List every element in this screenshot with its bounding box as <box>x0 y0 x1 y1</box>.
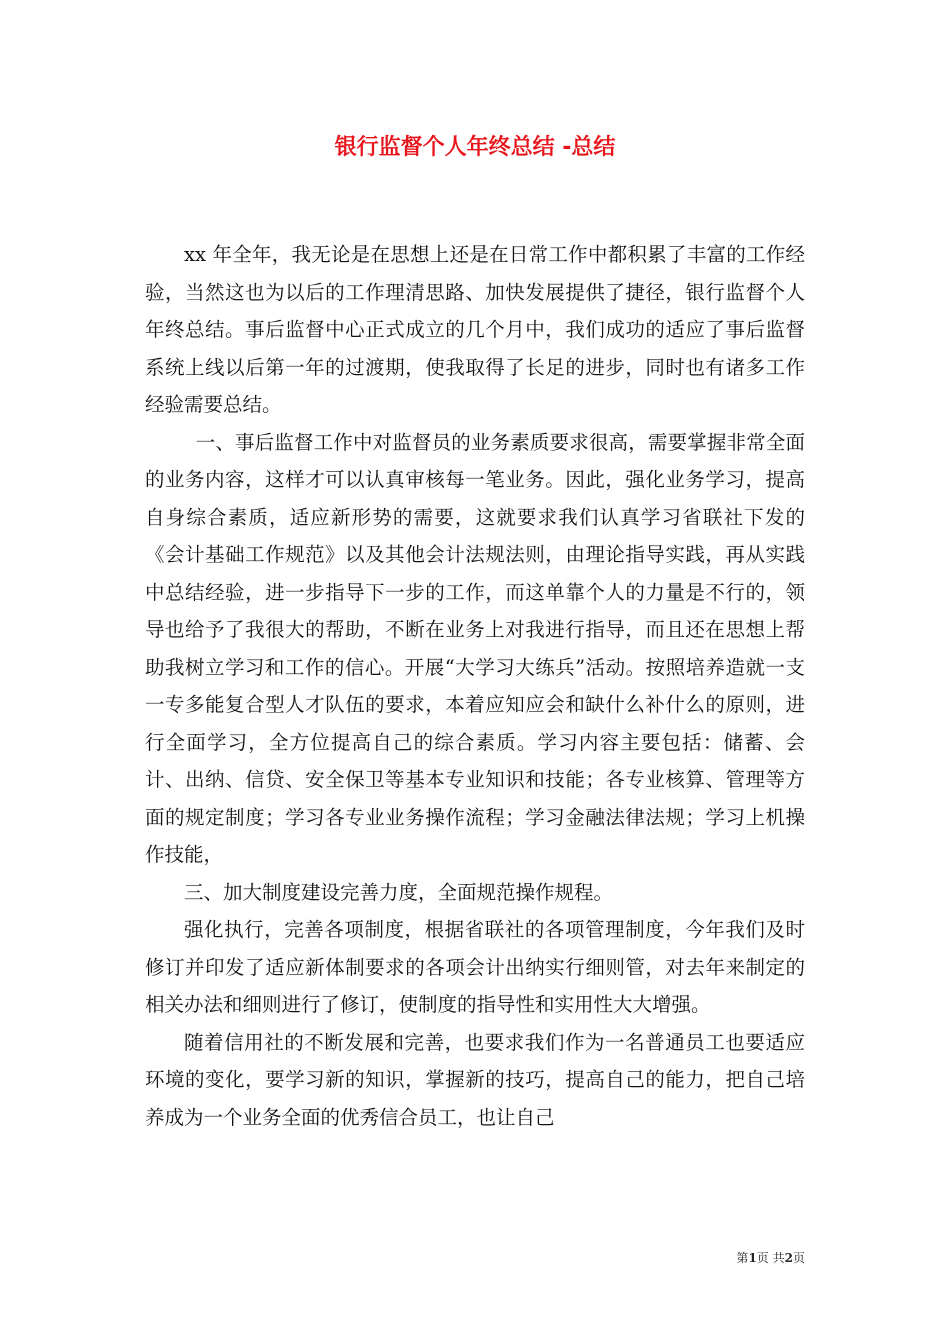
page-number-footer <box>736 1250 805 1266</box>
paragraph-closing: 随着信用社的不断发展和完善，也要求我们作为一名普通员工也要适应环境的变化，要学习新的知识，掌握新的技巧，提高自己的能力，把自己培养成为一个业务全面的优秀信合员工，也让自己 <box>145 1030 805 1129</box>
footer-current-page: 1 <box>748 1251 757 1265</box>
document-body <box>145 236 805 1136</box>
document-title: 银行监督个人年终总结 -总结 <box>334 135 616 160</box>
footer-suffix: 页 <box>792 1251 805 1265</box>
paragraph-intro: xx 年全年，我无论是在思想上还是在日常工作中都积累了丰富的工作经验，当然这也为以后的工作理清思路、加快发展提供了捷径，银行监督个人年终总结。事后监督中心正式成立的几个月中，我们成功的适应了事后监督系统上线以后第一年的过渡期，使我取得了长足的进步，同时也有诸多工作经验需要总结。 <box>145 243 805 416</box>
footer-prefix: 第 <box>736 1251 749 1265</box>
footer-total-pages: 2 <box>784 1251 793 1265</box>
paragraph-section-three-heading: 三、加大制度建设完善力度，全面规范操作规程。 <box>184 880 614 904</box>
paragraph-section-one: 一、事后监督工作中对监督员的业务素质要求很高，需要掌握非常全面的业务内容，这样才可以认真审核每一笔业务。因此，强化业务学习，提高自身综合素质，适应新形势的需要，这就要求我们认真学习省联社下发的《会计基础工作规范》以及其他会计法规法则，由理论指导实践，再从实践中总结经验，进一步指导下一步的工作，而这单靠个人的力量是不行的，领导也给予了我很大的帮助，不断在业务上对我进行指导，而且还在思想上帮助我树立学习和工作的信心。开展“大学习大练兵”活动。按照培养造就一支一专多能复合型人才队伍的要求，本着应知应会和缺什么补什么的原则，进行全面学习，全方位提高自己的综合素质。学习内容主要包括：储蓄、会计、出纳、信贷、安全保卫等基本专业知识和技能；各专业核算、管理等方面的规定制度；学习各专业业务操作流程；学习金融法律法规；学习上机操作技能， <box>145 430 805 866</box>
paragraph-section-three-body: 强化执行，完善各项制度，根据省联社的各项管理制度，今年我们及时修订并印发了适应新体制要求的各项会计出纳实行细则管，对去年来制定的相关办法和细则进行了修订，使制度的指导性和实用性大大增强。 <box>145 918 805 1016</box>
footer-middle: 页 共 <box>756 1251 785 1265</box>
